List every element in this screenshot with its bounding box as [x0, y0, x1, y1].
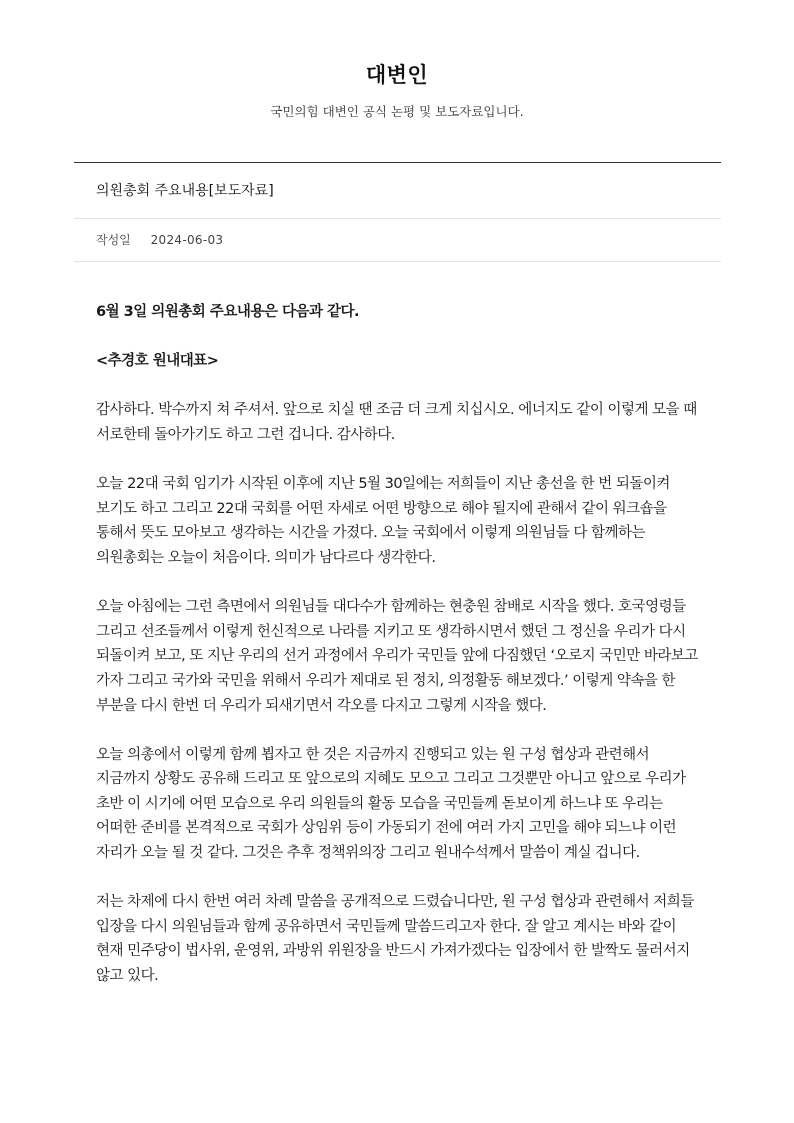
site-title[interactable]: 대변인 [365, 63, 429, 87]
article-paragraph: 오늘 의총에서 이렇게 함께 뵙자고 한 것은 지금까지 진행되고 있는 원 구성 협상과 관련해서 지금까지 상황도 공유해 드리고 또 앞으로의 지혜도 모으고 그리고 그것뿐만 아니고 앞으로 우리가 초반 이 시기에 어떤 모습으로 우리 의원들의 활동 모습을 국민들께 돋보이게 하느냐 또 우리는 어떠한 준비를 본격적으로 국회가 상임위 등이 가동되기 전에 여러 가지 고민을 해야 되느냐 이런 자리가 오늘 될 것 같다. 그것은 추후 정책위의장 그리고 원내수석께서 말씀이 계실 겁니다. [96, 746, 686, 862]
article-body [96, 300, 700, 1013]
site-subtitle: 국민의힘 대변인 공식 논평 및 보도자료입니다. [270, 104, 524, 119]
date-value: 2024-06-03 [150, 233, 224, 247]
article-lead: 6월 3일 의원총회 주요내용은 다음과 같다. [96, 304, 360, 320]
article-paragraph: 오늘 22대 국회 임기가 시작된 이후에 지난 5월 30일에는 저희들이 지난 총선을 한 번 되돌이켜 보기도 하고 그리고 22대 국회를 어떤 자세로 어떤 방향으로 해야 될지에 관해서 같이 워크숍을 통해서 뜻도 모아보고 생각하는 시간을 가졌다. 오늘 국회에서 이렇게 의원님들 다 함께하는 의원총회는 오늘이 처음이다. 의미가 남다르다 생각한다. [96, 476, 670, 566]
article-paragraph: 감사하다. 박수까지 쳐 주셔서. 앞으로 치실 땐 조금 더 크게 치십시오. 에너지도 같이 이렇게 모을 때 서로한테 돌아가기도 하고 그런 겁니다. 감사하다. [96, 402, 697, 443]
post-title: 의원총회 주요내용[보도자료] [96, 183, 274, 199]
post-meta [96, 230, 223, 250]
title-divider [74, 218, 721, 219]
meta-divider [74, 261, 721, 262]
header-divider [74, 162, 721, 163]
article-paragraph: 오늘 아침에는 그런 측면에서 의원님들 대다수가 함께하는 현충원 참배로 시작을 했다. 호국영령들 그리고 선조들께서 이렇게 헌신적으로 나라를 지키고 또 생각하시면서 했던 그 정신을 우리가 다시 되돌이켜 보고, 또 지난 우리의 선거 과정에서 우리가 국민들 앞에 다짐했던 ‘오로지 국민만 바라보고 가자 그리고 국가와 국민을 위해서 우리가 제대로 된 정치, 의정활동 해보겠다.’ 이렇게 약속을 한 부분을 다시 한번 더 우리가 되새기면서 각오를 다지고 그렇게 시작을 했다. [96, 599, 698, 714]
article-paragraph: 저는 차제에 다시 한번 여러 차례 말씀을 공개적으로 드렸습니다만, 원 구성 협상과 관련해서 저희들 입장을 다시 의원님들과 함께 공유하면서 국민들께 말씀드리고자 한다. 잘 알고 계시는 바와 같이 현재 민주당이 법사위, 운영위, 과방위 위원장을 반드시 가져가겠다는 입장에서 한 발짝도 물러서지 않고 있다. [96, 894, 694, 985]
speaker-heading: <추경호 원내대표> [96, 353, 219, 370]
date-label: 작성일 [96, 233, 131, 247]
